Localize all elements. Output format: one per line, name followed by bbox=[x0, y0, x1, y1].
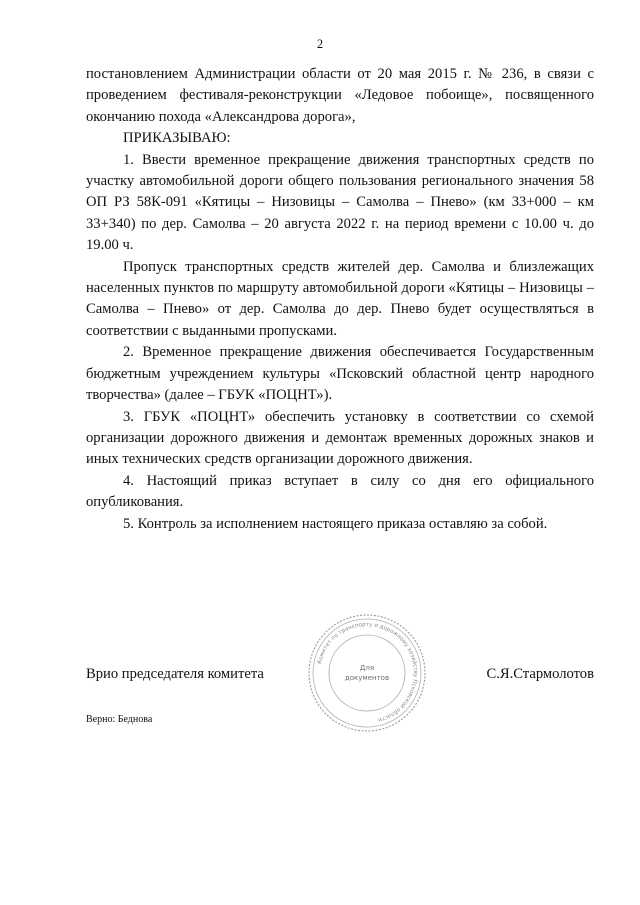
paragraph-order-word: ПРИКАЗЫВАЮ: bbox=[123, 130, 231, 147]
official-seal bbox=[306, 612, 428, 734]
verified-note: Верно: Беднова bbox=[86, 714, 153, 725]
svg-text:Комитет по транспорту и дорожн bbox=[317, 622, 418, 723]
paragraph-item-5: 5. Контроль за исполнением настоящего приказа оставляю за собой. bbox=[123, 515, 548, 532]
page-number: 2 bbox=[316, 37, 324, 51]
paragraph-item-2: 2. Временное прекращение движения обеспечивается Государственным бюджетным учреждением культуры «Псковский областной центр народного творчества» (далее – ГБУК «ПОЦНТ»). bbox=[86, 344, 594, 404]
seal-ring-text: Комитет по транспорту и дорожному хозяйству Псковской области bbox=[316, 621, 419, 723]
signatory-position: Врио председателя комитета bbox=[86, 666, 264, 682]
seal-icon bbox=[306, 612, 428, 734]
signatory-name: С.Я.Стармолотов bbox=[486, 666, 594, 682]
paragraph-item-3: 3. ГБУК «ПОЦНТ» обеспечить установку в соответствии со схемой организации дорожного движения и демонтаж временных дорожных знаков и иных технических средств организации дорожного движения. bbox=[86, 408, 594, 468]
paragraph-item-1: 1. Ввести временное прекращение движения транспортных средств по участку автомобильной дороги общего пользования регионального значения 58 ОП РЗ 58К-091 «Кятицы – Низовицы – Самолва – Пнево» (км 33+000 – км 33+340) по дер. Самолва – 20 августа 2022 г. на период времени с 10.00 ч. до 19.00 ч. bbox=[86, 151, 594, 254]
paragraph-item-1-pass: Пропуск транспортных средств жителей дер. Самолва и близлежащих населенных пунктов по маршруту автомобильной дороги «Кятицы – Низовицы – Самолва – Пнево» от дер. Самолва до дер. Пнево будет осуществляться в соответствии с выданными пропусками. bbox=[86, 258, 594, 339]
paragraph-preamble: постановлением Администрации области от 20 мая 2015 г. № 236, в связи с проведением фестиваля-реконструкции «Ледовое побоище», посвященного окончанию похода «Александрова дорога», bbox=[86, 66, 594, 125]
document-body bbox=[86, 64, 594, 535]
seal-center-line-2: документов bbox=[344, 674, 390, 682]
paragraph-item-4: 4. Настоящий приказ вступает в силу со дня его официального опубликования. bbox=[86, 472, 594, 511]
seal-center-line-1: Для bbox=[359, 664, 375, 672]
